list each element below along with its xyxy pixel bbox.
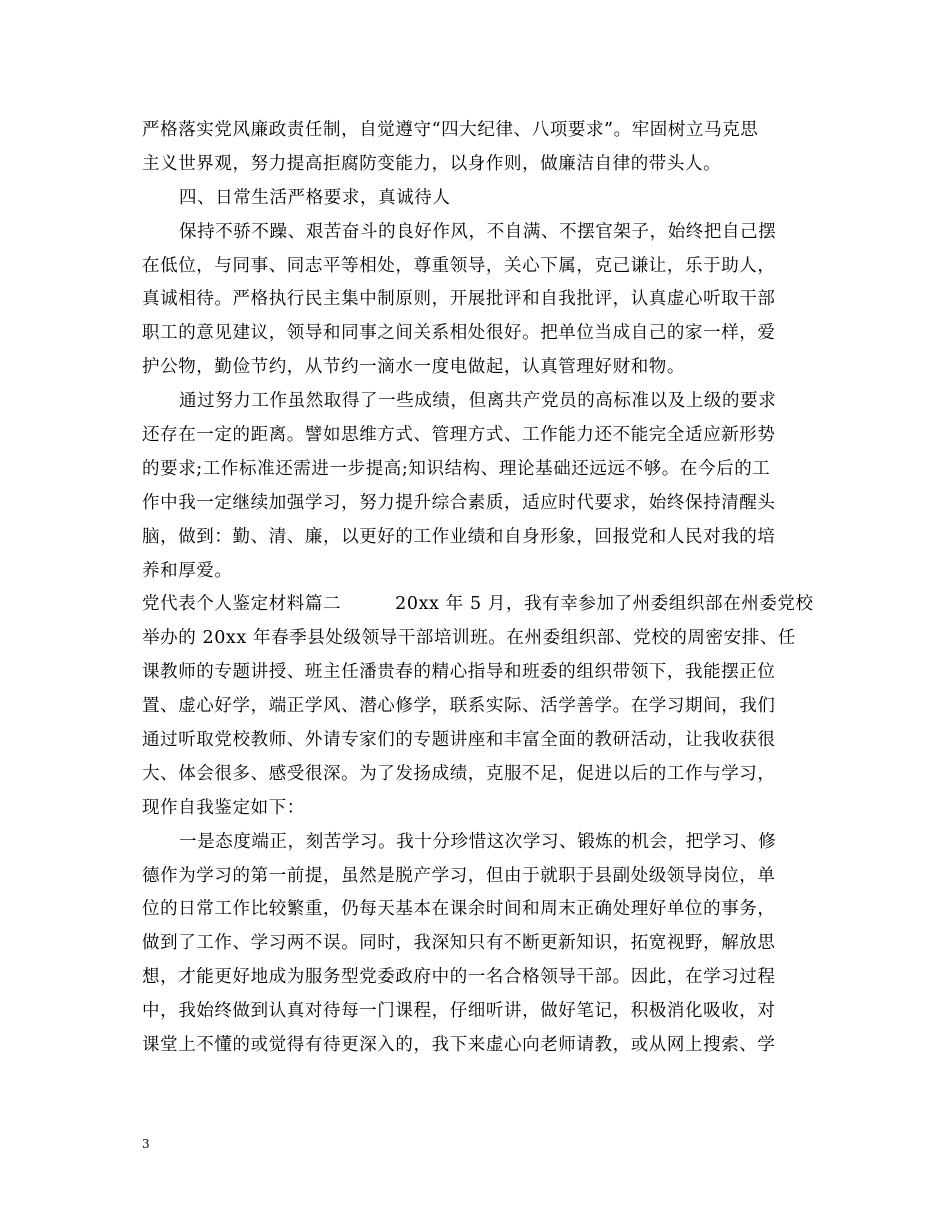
text-line: 保持不骄不躁、艰苦奋斗的良好作风，不自满、不摆官架子，始终把自己摆: [179, 221, 777, 242]
page-number: 3: [142, 1137, 150, 1151]
article-title-line: [142, 588, 814, 622]
article-title: 党代表个人鉴定材料篇二: [142, 594, 342, 615]
text-line: 职工的意见建议，领导和同事之间关系相处很好。把单位当成自己的家一样，爱: [142, 323, 776, 344]
text-line: 严格落实党风廉政责任制，自觉遵守“四大纪律、八项要求”。牢固树立马克思: [142, 120, 759, 140]
text-line: 在低位，与同事、同志平等相处，尊重领导，关心下属，克己谦让，乐于助人，: [142, 255, 776, 276]
section-heading: 四、日常生活严格要求，真诚待人: [179, 187, 451, 208]
text-line: 举办的 20xx 年春季县处级领导干部培训班。在州委组织部、党校的周密安排、任: [142, 628, 797, 649]
text-line: 课堂上不懂的或觉得有待更深入的，我下来虚心向老师请教，或从网上搜索、学: [142, 1035, 776, 1056]
text-line: 置、虚心好学，端正学风、潜心修学，联系实际、活学善学。在学习期间，我们: [142, 696, 776, 717]
text-line: 位的日常工作比较繁重，仍每天基本在课余时间和周末正确处理好单位的事务，: [142, 899, 776, 920]
text-line: 通过努力工作虽然取得了一些成绩，但离共产党员的高标准以及上级的要求: [179, 391, 777, 412]
text-line: 20xx 年 5 月，我有幸参加了州委组织部在州委党校: [395, 594, 814, 615]
text-line: 作中我一定继续加强学习，努力提升综合素质，适应时代要求，始终保持清醒头: [142, 492, 776, 513]
text-line: 的要求;工作标准还需进一步提高;知识结构、理论基础还远远不够。在今后的工: [142, 458, 771, 479]
text-line: 护公物，勤俭节约，从节约一滴水一度电做起，认真管理好财和物。: [142, 357, 685, 378]
document-body: [142, 114, 814, 1063]
text-line: 课教师的专题讲授、班主任潘贵春的精心指导和班委的组织带领下，我能摆正位: [142, 662, 776, 683]
text-line: 想，才能更好地成为服务型党委政府中的一名合格领导干部。因此，在学习过程: [142, 967, 776, 988]
text-line: 大、体会很多、感受很深。为了发扬成绩，克服不足，促进以后的工作与学习，: [142, 763, 776, 784]
text-line: 真诚相待。严格执行民主集中制原则，开展批评和自我批评，认真虚心听取干部: [142, 289, 776, 310]
text-line: 养和厚爱。: [142, 560, 233, 581]
text-line: 一是态度端正，刻苦学习。我十分珍惜这次学习、锻炼的机会，把学习、修: [179, 831, 777, 852]
text-line: 脑，做到：勤、清、廉，以更好的工作业绩和自身形象，回报党和人民对我的培: [142, 526, 776, 547]
text-line: 做到了工作、学习两不误。同时，我深知只有不断更新知识，拓宽视野，解放思: [142, 933, 776, 954]
text-line: 现作自我鉴定如下：: [142, 797, 305, 818]
text-line: 主义世界观，努力提高拒腐防变能力，以身作则，做廉洁自律的带头人。: [142, 153, 722, 174]
text-line: 德作为学习的第一前提，虽然是脱产学习，但由于就职于县副处级领导岗位，单: [142, 865, 776, 886]
text-line: 通过听取党校教师、外请专家们的专题讲座和丰富全面的教研活动，让我收获很: [142, 730, 776, 751]
text-line: 中，我始终做到认真对待每一门课程，仔细听讲，做好笔记，积极消化吸收，对: [142, 1001, 776, 1022]
text-line: 还存在一定的距离。譬如思维方式、管理方式、工作能力还不能完全适应新形势: [142, 425, 776, 446]
